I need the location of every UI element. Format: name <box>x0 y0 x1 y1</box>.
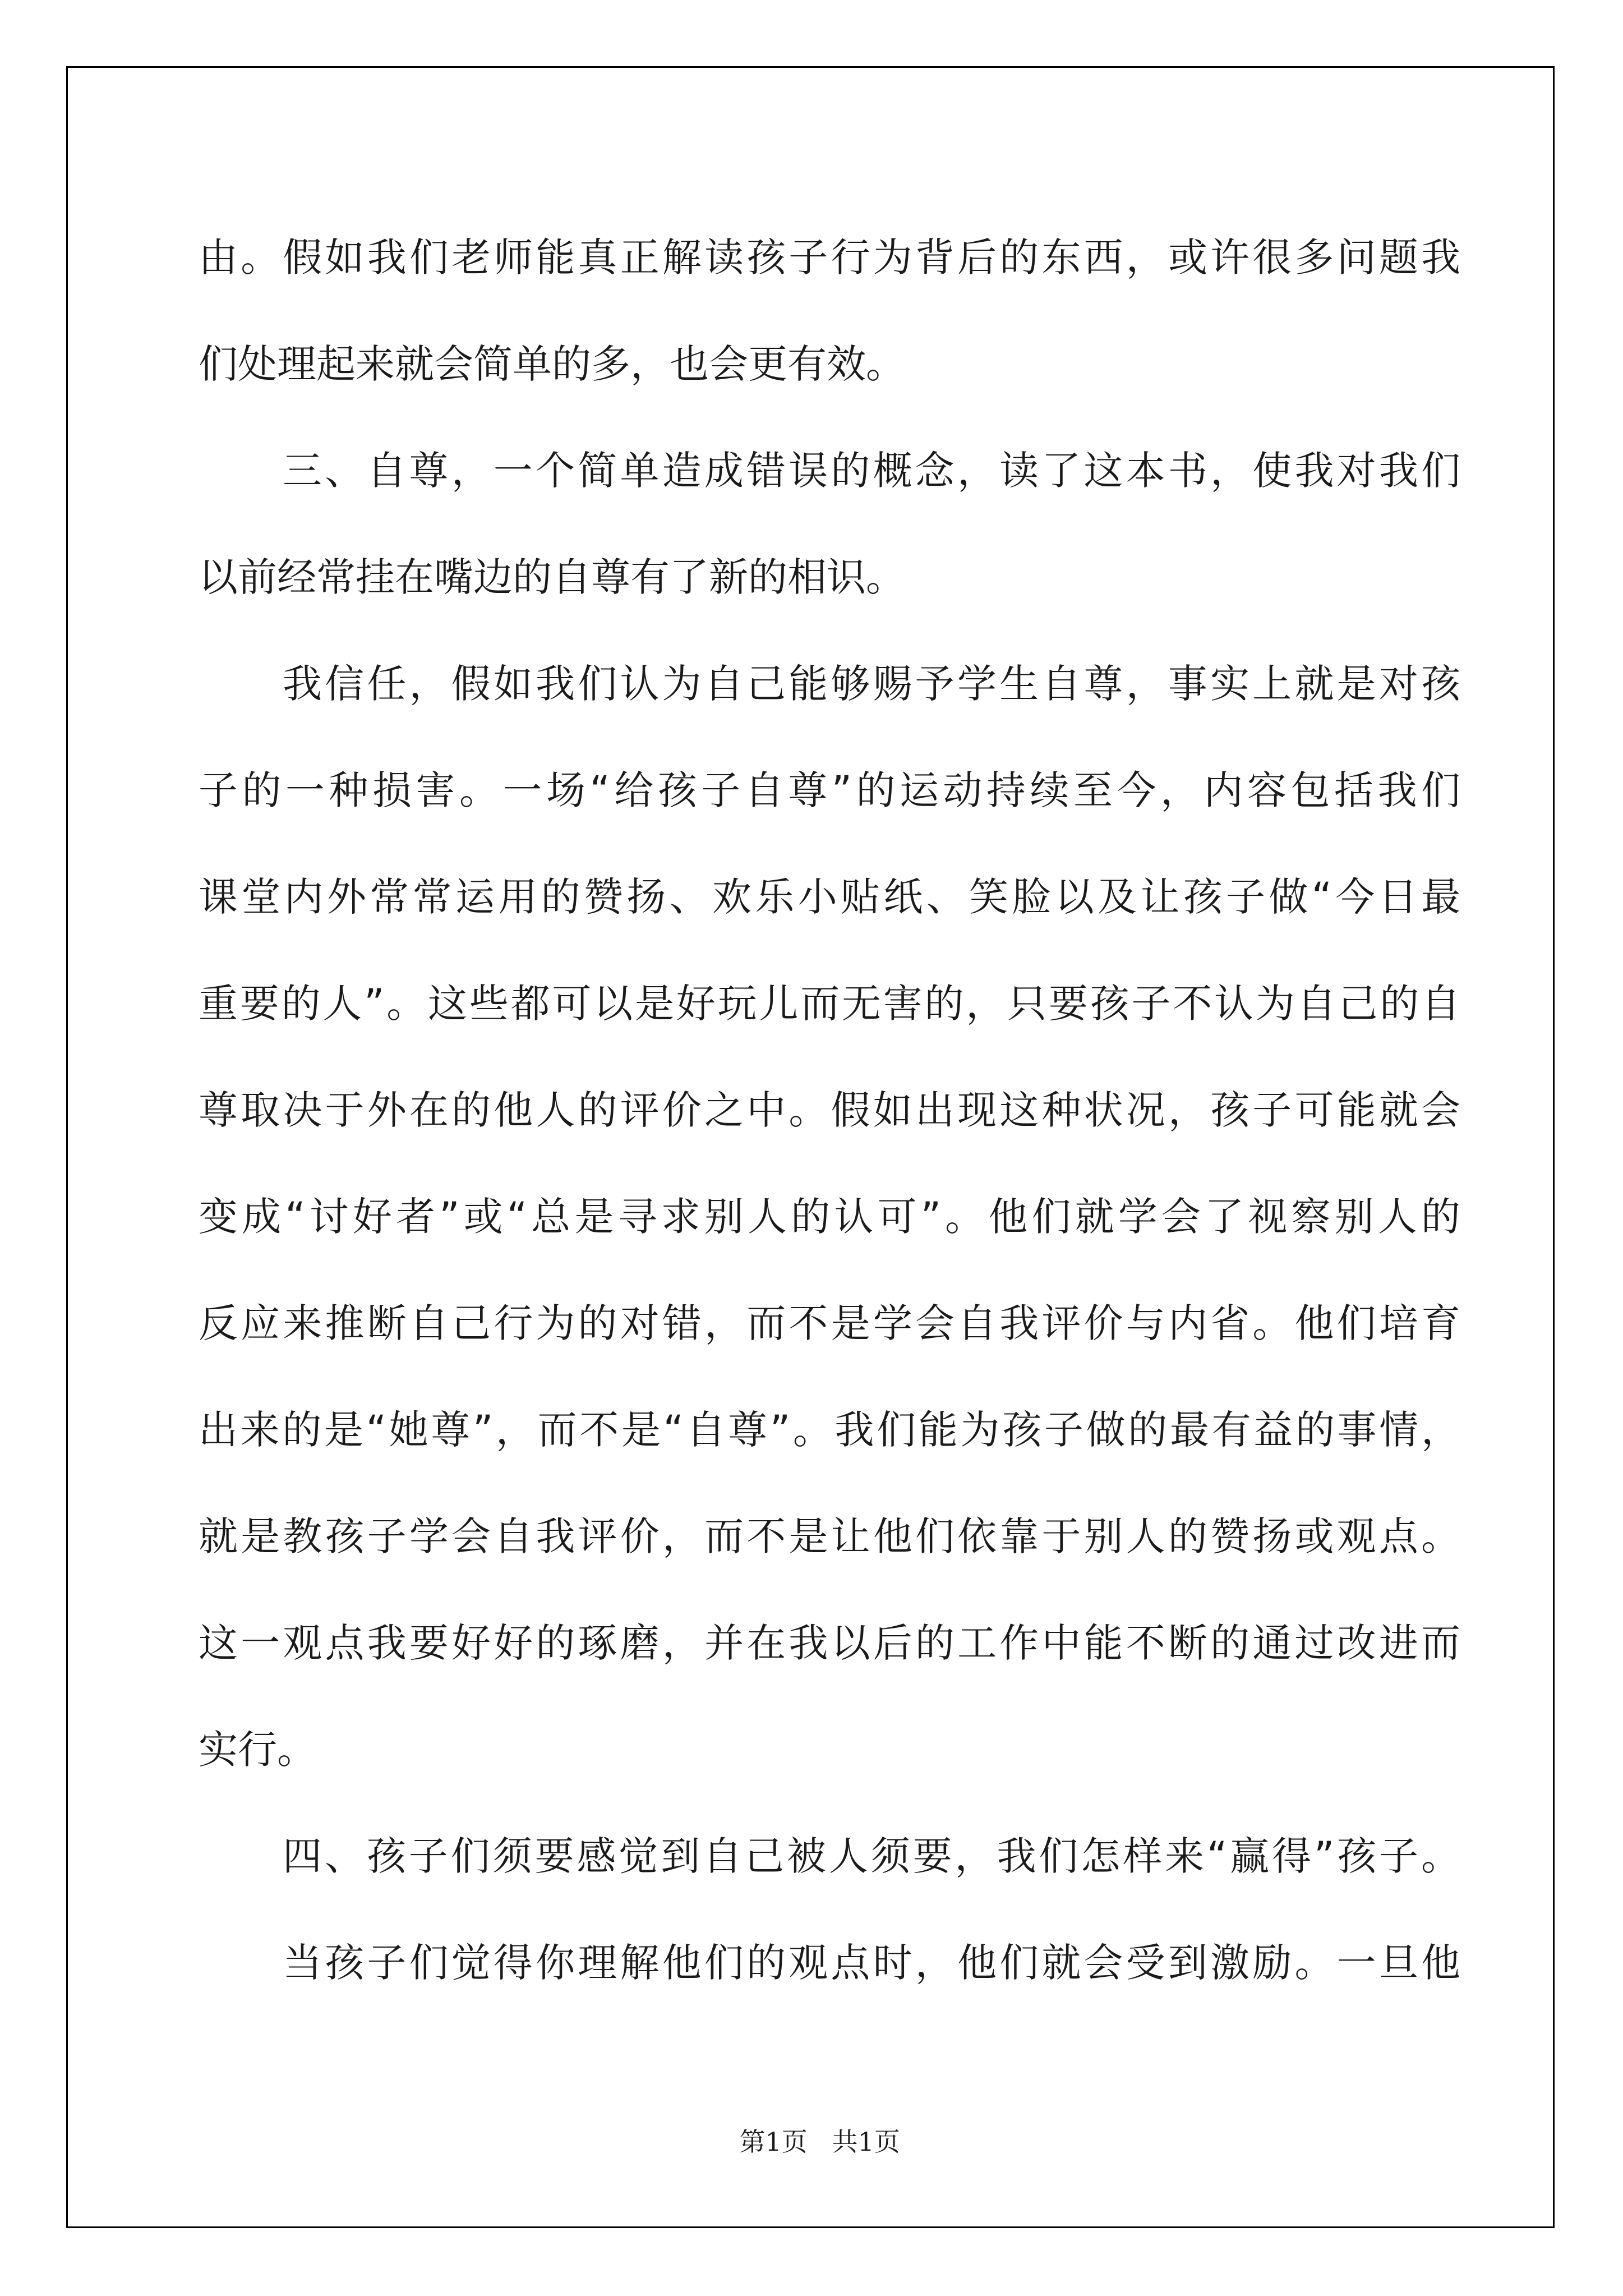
text-line: 变成“讨好者”或“总是寻求别人的认可”。他们就学会了视察别人的 <box>199 1194 1460 1240</box>
document-body <box>199 204 1460 2016</box>
text-line: 们处理起来就会简单的多，也会更有效。 <box>199 341 905 387</box>
text-line: 这一观点我要好好的琢磨，并在我以后的工作中能不断的通过改进而 <box>199 1620 1460 1666</box>
text-line: 重要的人”。这些都可以是好玩儿而无害的，只要孩子不认为自己的自 <box>199 981 1460 1027</box>
text-line: 实行。 <box>199 1727 316 1773</box>
text-line: 尊取决于外在的他人的评价之中。假如出现这种状况，孩子可能就会 <box>199 1087 1460 1133</box>
text-line: 课堂内外常常运用的赞扬、欢乐小贴纸、笑脸以及让孩子做“今日最 <box>199 874 1460 920</box>
text-line: 当孩子们觉得你理解他们的观点时，他们就会受到激励。一旦他 <box>283 1940 1460 1986</box>
text-line: 四、孩子们须要感觉到自己被人须要，我们怎样来“赢得”孩子。 <box>283 1833 1460 1879</box>
text-line: 以前经常挂在嘴边的自尊有了新的相识。 <box>199 554 905 600</box>
text-line: 反应来推断自己行为的对错，而不是学会自我评价与内省。他们培育 <box>199 1300 1460 1346</box>
text-line: 子的一种损害。一场“给孩子自尊”的运动持续至今，内容包括我们 <box>199 767 1460 813</box>
text-line: 出来的是“她尊”，而不是“自尊”。我们能为孩子做的最有益的事情， <box>199 1407 1460 1453</box>
text-line: 就是教孩子学会自我评价，而不是让他们依靠于别人的赞扬或观点。 <box>199 1513 1460 1559</box>
text-line: 三、自尊，一个简单造成错误的概念，读了这本书，使我对我们 <box>283 448 1460 494</box>
page-footer <box>0 2091 1623 2159</box>
page-number-label: 第1页 共1页 <box>739 2127 900 2157</box>
text-line: 由。假如我们老师能真正解读孩子行为背后的东西，或许很多问题我 <box>199 234 1460 280</box>
text-line: 我信任，假如我们认为自己能够赐予学生自尊，事实上就是对孩 <box>283 661 1460 707</box>
